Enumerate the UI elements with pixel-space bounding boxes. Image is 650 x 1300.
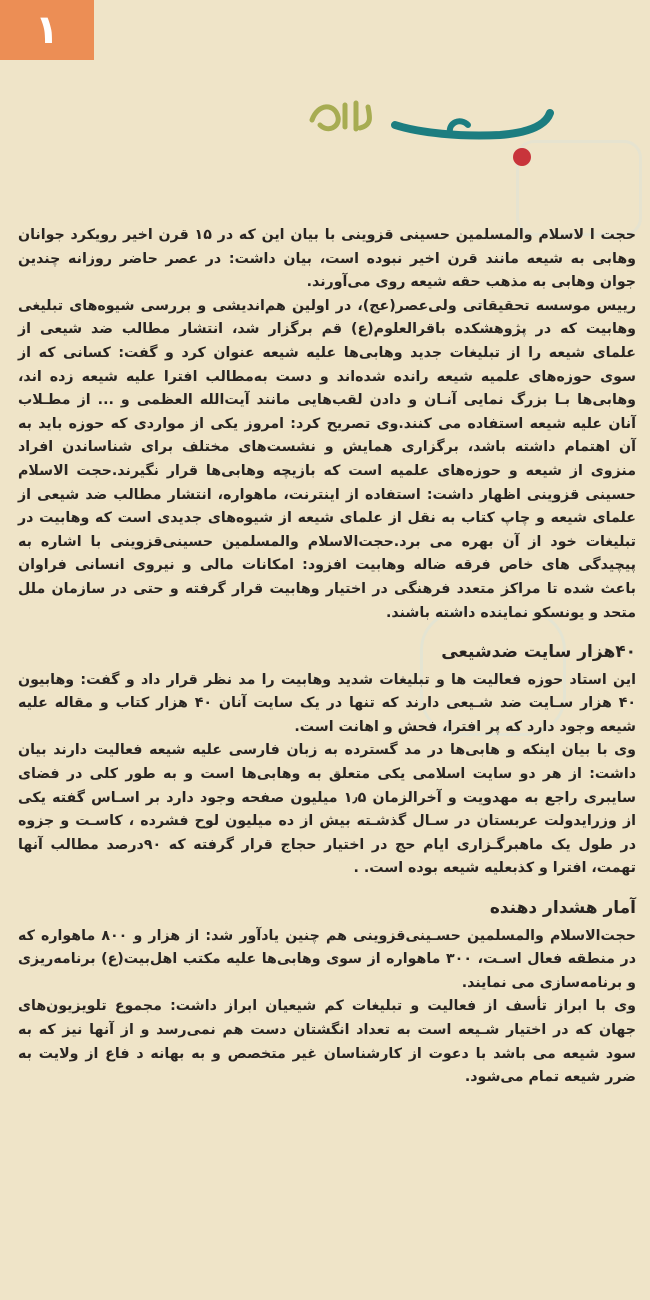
section2-paragraph-2: وی با ابراز تأسف از فعالیت و تبلیغات کم شیعیان ابراز داشت: مجموع تلویزیون‌های جهان که در اختیار شـیعه است به تعداد انگشتان دست هم نمی‌رسد و از آنها نیز که به سود شیعه می باشد با دعوت از کارشناسان غیر متخصص و به بهانه د فاع از ولایت به ضرر شیعه تمام می‌شود.: [18, 998, 636, 1086]
section-heading-40k-sites: ۴۰هزار سایت ضدشیعی: [441, 642, 636, 663]
page-number: ١: [34, 7, 60, 53]
section-heading-alarming-stats: آمار هشدار دهنده: [489, 898, 636, 919]
article-body: [18, 224, 636, 1090]
body-paragraph: رییس موسسه تحقیقاتی ولی‌عصر(عج)، در اولین هم‌اندیشی و بررسی شیوه‌های تبلیغی وهابیت که در پژوهشکده باقرالعلوم(ع) قم برگزار شد، انتشار مطالب ضد شیعی از علمای شیعه را از تبلیغات جدید وهابی‌ها علیه شیعه عنوان کرد و گفت: کسانی که از سوی حوزه‌های علمیه شیعه رانده شده‌اند و دست به‌مطالب افترا علیه شیعه زده اند، وهابی‌ها بـا بزرگ نمایی آنـان و دادن لقب‌هایی مانند آیت‌الله العظمی و ... از مطـلاب آنان علیه شیعه استفاده می کنند.وی تصریح کرد: امروز یکی از مواردی که حوزه باید به آن اهتمام داشته باشد، برگزاری همایش و نشست‌های مختلف برای شناساندن افراد منزوی از شیعه و حوزه‌های علمیه است که بازیچه وهابی‌ها قرار نگیرند.حجت الاسلام حسینی قزوینی اظهار داشت: استفاده از اینترنت، ماهواره، انتشار مطالب ضد شیعی از علمای شیعه و چاپ کتاب به نقل از علمای شیعه از شیوه‌های جدیدی است که وهابیت در تبلیغات خود از آن بهره می برد.حجت‌الاسلام والمسلمین حسینی‌قزوینی با اشاره به پیچیدگی های خاص فرقه ضاله وهابیت افزود: امکانات مالی و نیروی انسانی فراوان باعث شده تا مراکز متعدد فرهنگی در اختیار وهابیت قرار گرفته و حتی در سازمان ملل متحد و یونسکو نماینده داشته باشند.: [18, 297, 636, 621]
section1-paragraph-1: این استاد حوزه فعالیت ها و تبلیغات شدید وهابیت را مد نظر قرار داد و گفت: وهابیون ۴۰ هزار سـایت ضد شـیعی دارند که تنها در یک سایت آنان ۴۰ هزار کتاب و مقاله علیه شیعه وجود دارد که پر افترا، فحش و اهانت است.: [18, 671, 637, 735]
page-number-tab: [0, 0, 94, 60]
intro-paragraph: حجت ا لاسلام والمسلمین حسینی قزوینی با بیان این که در ۱۵ قرن اخیر رویکرد جوانان وهابی به شیعه مانند قرن اخیر نبوده است، بیان داشت: در عصر حاضر روزانه چندین جوان وهابی به مذهب حقه شیعه روی می‌آورند.: [18, 227, 636, 291]
calligraphy-dot: [513, 148, 531, 166]
section1-paragraph-2: وی با بیان اینکه و هابی‌ها در مد گسترده به زبان فارسی علیه شیعه فعالیت دارند بیان داشت: از هر دو سایت اسلامی یکی متعلق به وهابی‌ها است و به طور کلی در فضای سایبری راجع به مهدویت و آخرالزمان ۱٫۵ میلیون صفحه وجود دارد بر اسـاس گفته یکی از وزرایدولت عربستان در سـال گذشـته بیش از ده میلیون لوح فشرده ، کاسـت و جزوه در طول یک ماهبرگـزاری ایام حج در اختیار حجاج قرار گرفته که ۹۰درصد مطالب آنها تهمت، افترا و کذبعلیه شیعه بوده است. .: [18, 742, 636, 877]
section2-paragraph-1: حجت‌الاسلام والمسلمین حسـینی‌قزوینی هم چنین یادآور شد: از هزار و ۸۰۰ ماهواره که در منطقه فعال اسـت، ۳۰۰ ماهواره از سوی وهابی‌ها علیه مکتب اهل‌بیت(ع) برنامه‌ریزی و برنامه‌سازی می نمایند.: [18, 927, 636, 991]
bismillah-calligraphy: [300, 95, 560, 175]
